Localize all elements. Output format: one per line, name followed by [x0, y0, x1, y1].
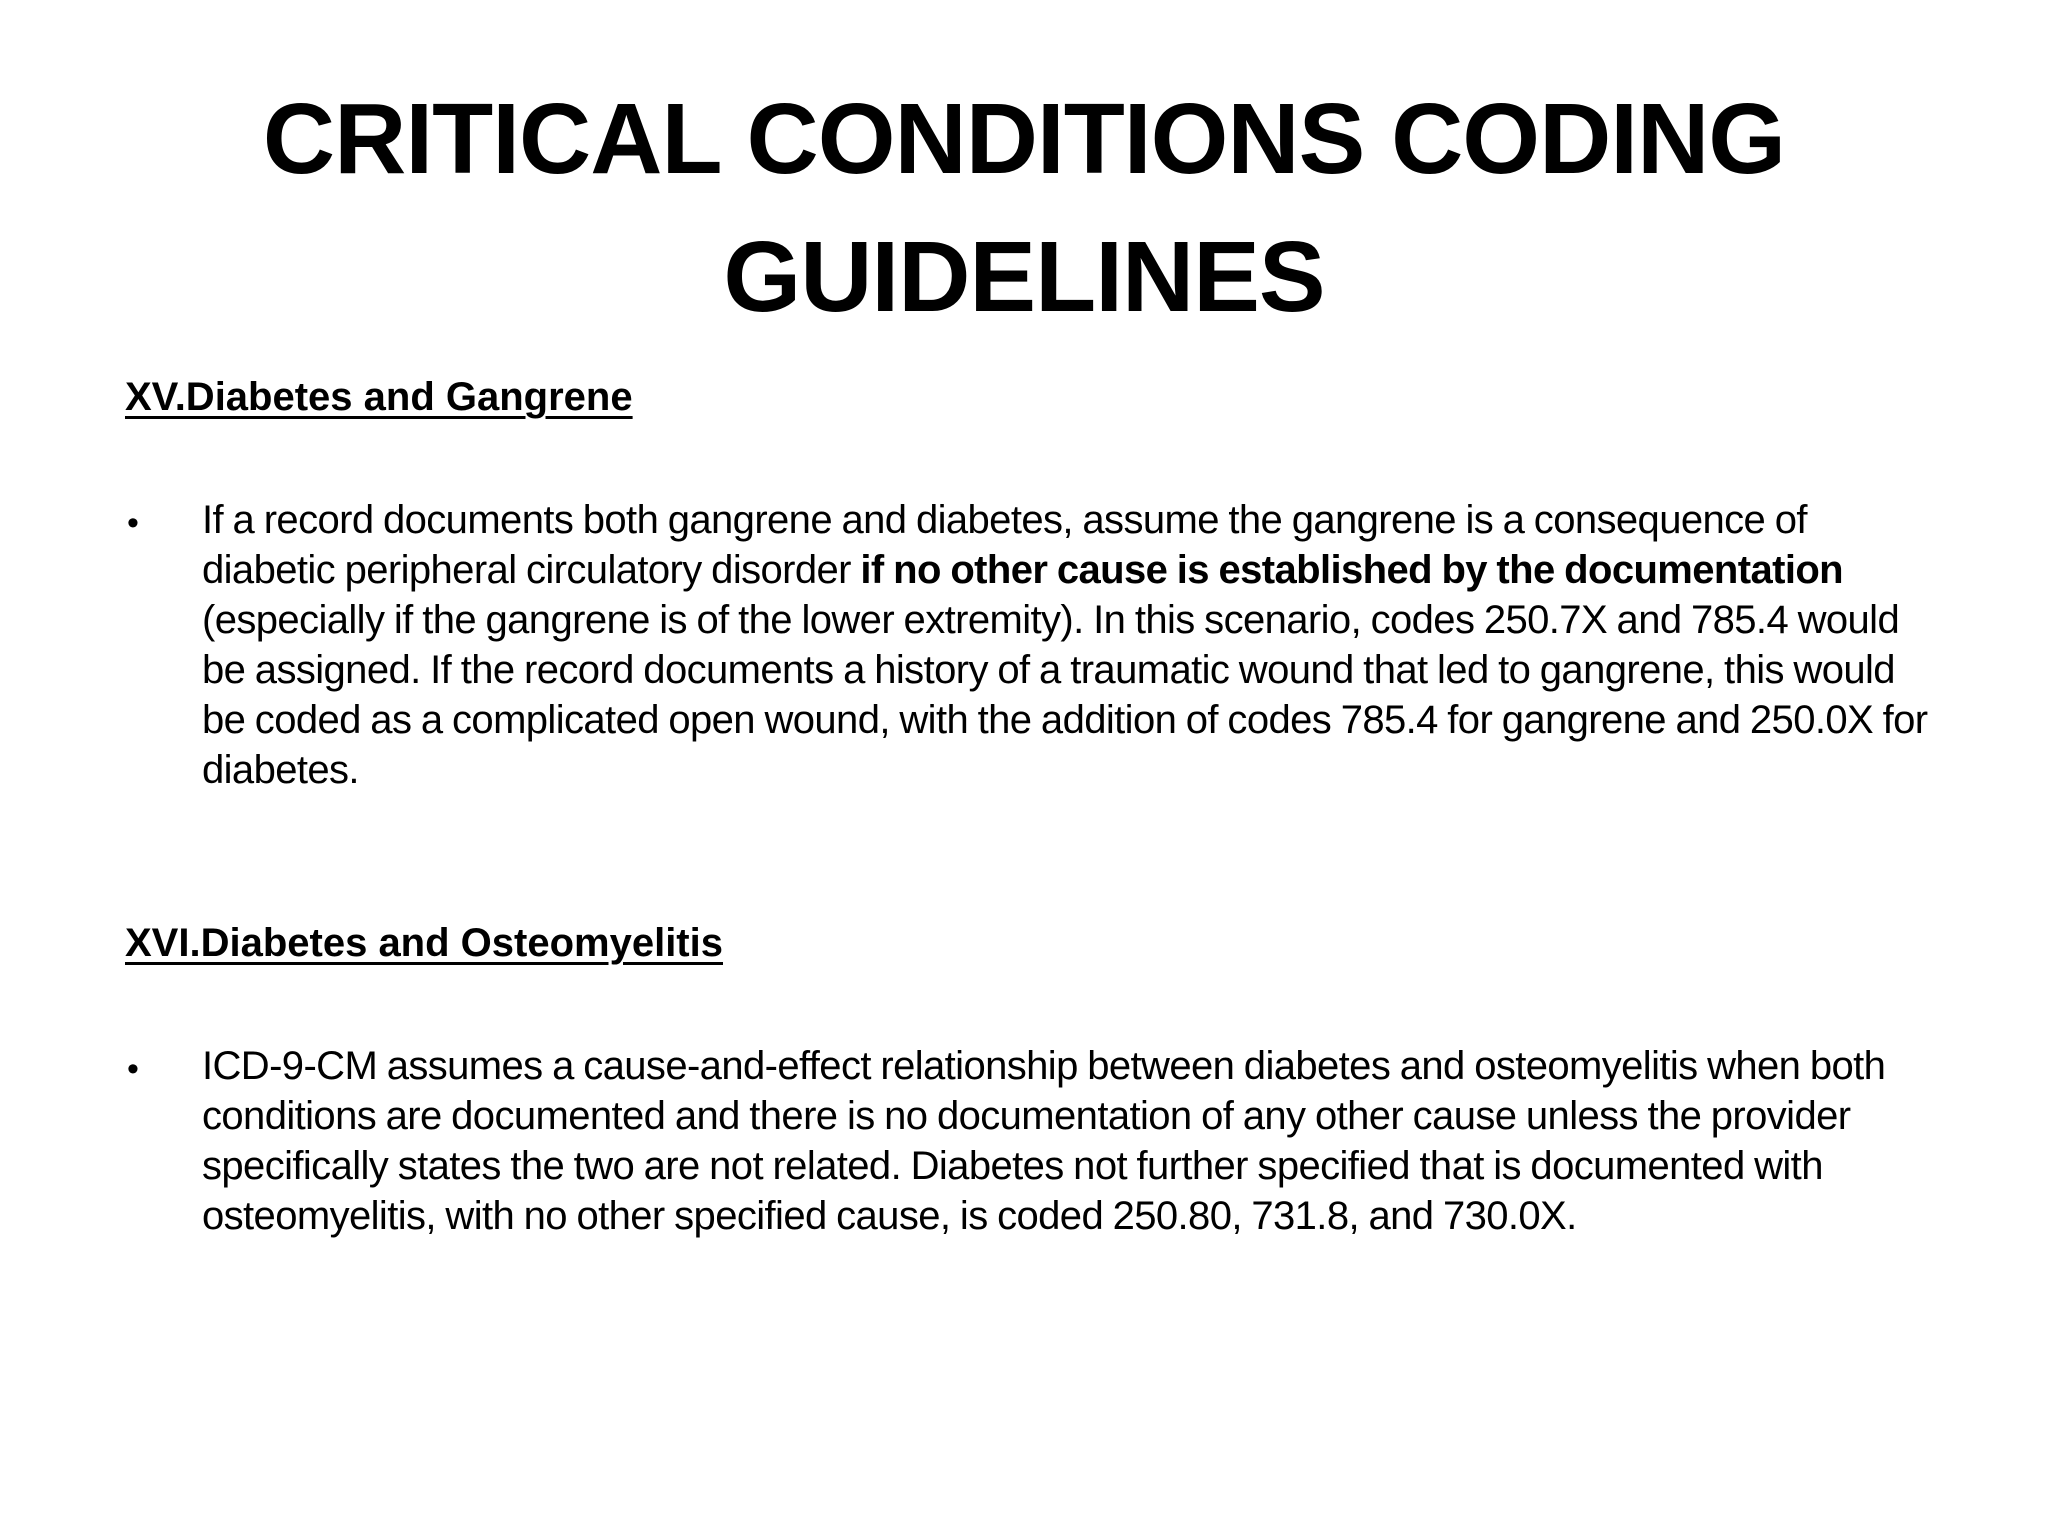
osteomyelitis-guideline-text: ICD-9-CM assumes a cause-and-effect relationship between diabetes and osteomyelitis when both conditions are documented and there is no documentation of any other cause unless the provider specifically states the two are not related. Diabetes not further specified that is documented with osteomyelitis, with no other specified cause, is coded 250.80, 731.8, and 730.0X. [202, 1044, 1886, 1238]
section-heading-gangrene: XV.Diabetes and Gangrene [125, 375, 633, 419]
section-heading-osteomyelitis: XVI.Diabetes and Osteomyelitis [125, 921, 723, 965]
gangrene-text-bold: if no other cause is established by the documentation [860, 548, 1844, 592]
bullet-marker: • [127, 1050, 139, 1088]
slide-title-line-1: CRITICAL CONDITIONS CODING [262, 83, 1786, 195]
gangrene-text-part-2: (especially if the gangrene is of the lower extremity). In this scenario, codes 250.7X and 785.4 would be assigned. If the record documents a history of a traumatic wound that led to gangrene, this would be coded as a complicated open wound, with the addition of codes 785.4 for gangrene and 250.0X for diabetes. [202, 598, 1928, 792]
bullet-marker: • [127, 504, 139, 542]
slide-title-line-2: GUIDELINES [723, 221, 1325, 333]
gangrene-guideline-text [202, 495, 1942, 795]
slide-title [0, 70, 2048, 346]
gangrene-text-part-1: If a record documents both gangrene and diabetes, assume the gangrene is a consequence of diabetic peripheral circulatory disorder [202, 498, 1807, 592]
